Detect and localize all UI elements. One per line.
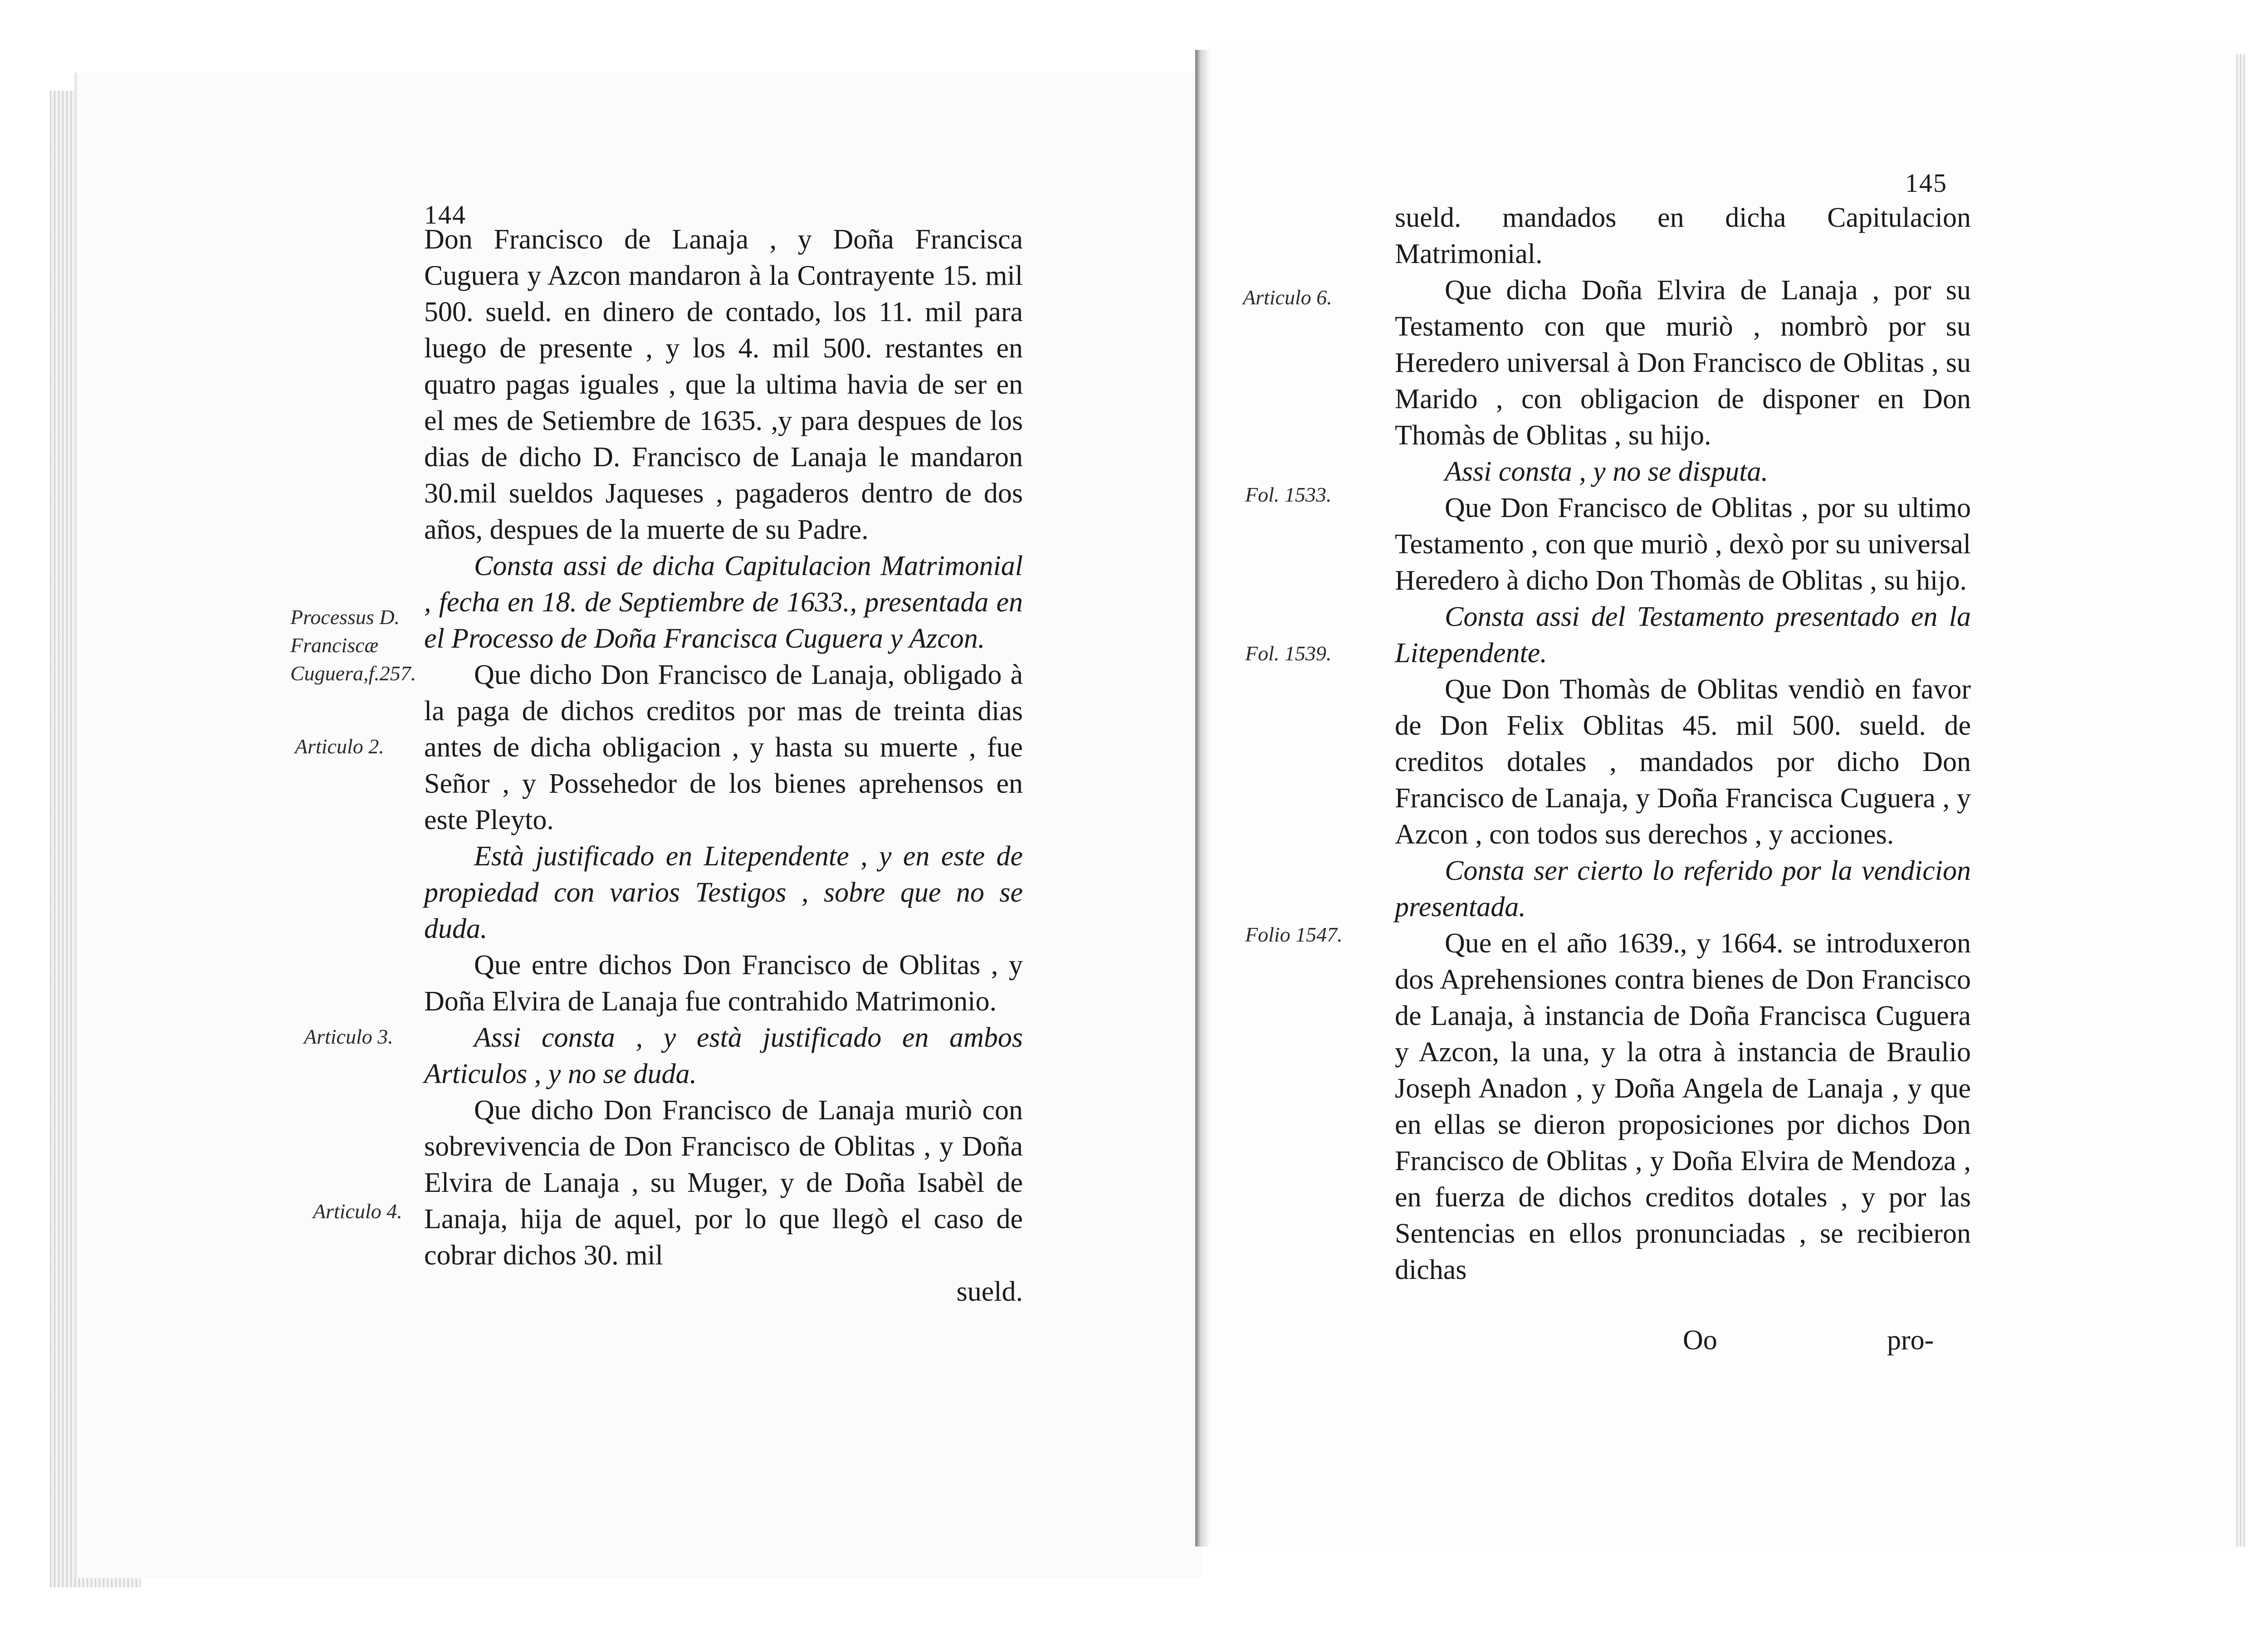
- paragraph: Que dicho Don Francisco de Lanaja muriò con sobrevivencia de Don Francisco de Oblitas , y Doña Elvira de Lanaja , su Muger, y de Doña Isabèl de Lanaja, hija de aquel, por lo que llegò el caso de cobrar dichos 30. mil: [424, 1095, 1023, 1271]
- catchword: sueld.: [956, 1276, 1023, 1307]
- signature-mark: Oo: [1683, 1325, 1717, 1356]
- margin-note-processus: Processus D. Franciscæ Cuguera,f.257.: [290, 605, 416, 685]
- paragraph: sueld. mandados en dicha Capitulacion Matrimonial.: [1395, 202, 1971, 269]
- paragraph: Assi consta , y no se disputa.: [1445, 456, 1768, 487]
- margin-note-articulo-3: Articulo 3.: [304, 1025, 393, 1048]
- paragraph: Que Don Francisco de Oblitas , por su ultimo Testamento , con que muriò , dexò por su universal Heredero à dicho Don Thomàs de Oblitas , su hijo.: [1395, 493, 1971, 596]
- margin-note-articulo-2: Articulo 2.: [295, 735, 384, 758]
- paragraph: Assi consta , y està justificado en ambos Articulos , y no se duda.: [424, 1022, 1023, 1089]
- page-edges-right: [2236, 54, 2245, 1547]
- paragraph: Que entre dichos Don Francisco de Oblitas , y Doña Elvira de Lanaja fue contrahido Matrimonio.: [424, 950, 1023, 1017]
- left-page-text: [424, 221, 1023, 1310]
- margin-note-folio-1547: Folio 1547.: [1245, 923, 1343, 946]
- catchword: pro-: [1887, 1325, 1934, 1356]
- right-page-text: [1395, 200, 1971, 1288]
- paragraph: Que en el año 1639., y 1664. se introduxeron dos Aprehensiones contra bienes de Don Francisco de Lanaja, à instancia de Doña Francisca Cuguera y Azcon, la una, y la otra à instancia de Braulio Joseph Anadon , y Doña Angela de Lanaja , y que en ellas se dieron proposiciones por dichos Don Francisco de Oblitas , y Doña Elvira de Mendoza , en fuerza de dichos creditos dotales , y por las Sentencias en ellos pronunciadas , se recibieron dichas: [1395, 928, 1971, 1285]
- book-gutter: [1195, 50, 1209, 1547]
- paragraph: Que dicho Don Francisco de Lanaja, obligado à la paga de dichos creditos por mas de treinta dias antes de dicha obligacion , y hasta su muerte , fue Señor , y Possehedor de los bienes aprehensos en este Pleyto.: [424, 659, 1023, 835]
- margin-note-articulo-6: Articulo 6.: [1243, 286, 1332, 309]
- margin-note-fol-1539: Fol. 1539.: [1245, 642, 1332, 665]
- right-page-number: 145: [1905, 168, 1947, 198]
- paragraph: Que Don Thomàs de Oblitas vendiò en favor de Don Felix Oblitas 45. mil 500. sueld. de creditos dotales , mandados por dicho Don Francisco de Lanaja, y Doña Francisca Cuguera , y Azcon , con todos sus derechos , y acciones.: [1395, 674, 1971, 850]
- paragraph: Don Francisco de Lanaja , y Doña Francisca Cuguera y Azcon mandaron à la Contrayente 15. mil 500. sueld. en dinero de contado, los 11. mil para luego de presente , y los 4. mil 500. restantes en quatro pagas iguales , que la ultima havia de ser en el mes de Setiembre de 1635. ,y para despues de los dias de dicho D. Francisco de Lanaja le mandaron 30.mil sueldos Jaqueses , pagaderos dentro de dos años, despues de la muerte de su Padre.: [424, 224, 1023, 545]
- left-page-number: 144: [424, 200, 466, 229]
- paragraph: Que dicha Doña Elvira de Lanaja , por su Testamento con que muriò , nombrò por su Heredero universal à Don Francisco de Oblitas , su Marido , con obligacion de disponer en Don Thomàs de Oblitas , su hijo.: [1395, 275, 1971, 451]
- margin-note-articulo-4: Articulo 4.: [313, 1200, 402, 1223]
- margin-note-fol-1533: Fol. 1533.: [1245, 483, 1332, 506]
- paragraph: Consta assi de dicha Capitulacion Matrimonial , fecha en 18. de Septiembre de 1633., presentada en el Processo de Doña Francisca Cuguera y Azcon.: [424, 551, 1023, 654]
- paragraph: Consta assi del Testamento presentado en la Litependente.: [1395, 601, 1971, 669]
- paragraph: Està justificado en Litependente , y en este de propiedad con varios Testigos , sobre que no se duda.: [424, 841, 1023, 944]
- paragraph: Consta ser cierto lo referido por la vendicion presentada.: [1395, 855, 1971, 922]
